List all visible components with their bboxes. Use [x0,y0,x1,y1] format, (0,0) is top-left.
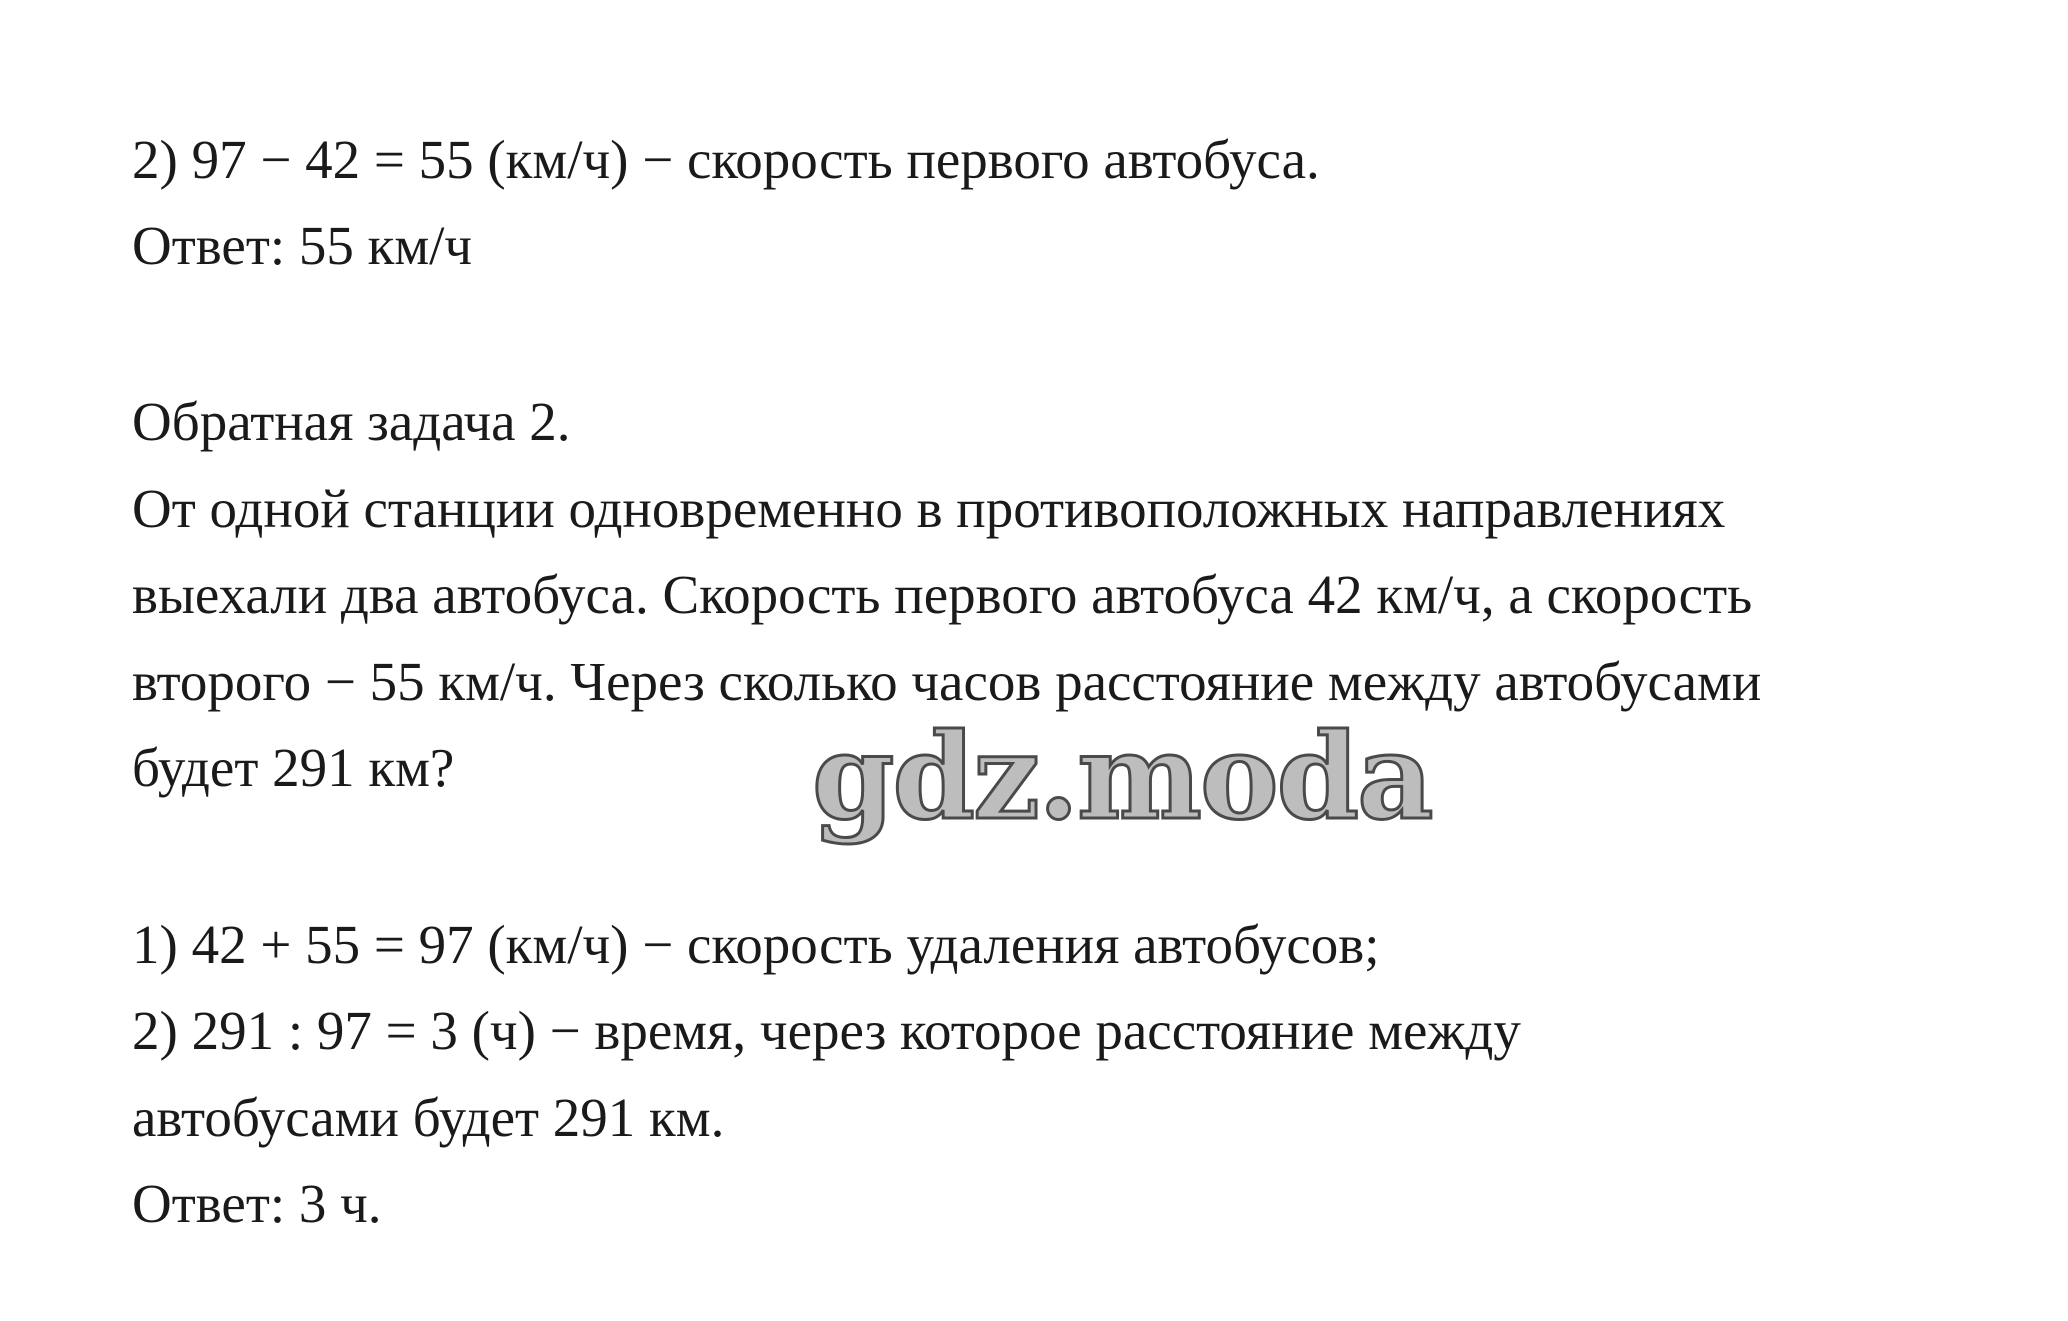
solution-line: автобусами будет 291 км. [132,1087,725,1148]
solution-line: 1) 42 + 55 = 97 (км/ч) − скорость удаления автобусов; [132,914,1380,975]
answer-line: Ответ: 3 ч. [132,1173,382,1234]
task-text-line: От одной станции одновременно в противоположных направлениях [132,478,1726,539]
task-text-line: выехали два автобуса. Скорость первого автобуса 42 км/ч, а скорость [132,564,1753,625]
task-text-line: второго − 55 км/ч. Через сколько часов расстояние между автобусами [132,651,1762,712]
solution-line: 2) 291 : 97 = 3 (ч) − время, через которое расстояние между [132,1000,1521,1061]
watermark-logo: gdz.moda [812,707,1432,846]
task-text-line: будет 291 км? [132,737,455,798]
task-heading: Обратная задача 2. [132,391,571,452]
solution-step-2: 2) 97 − 42 = 55 (км/ч) − скорость первого автобуса. [132,129,1320,190]
answer-line: Ответ: 55 км/ч [132,215,473,276]
